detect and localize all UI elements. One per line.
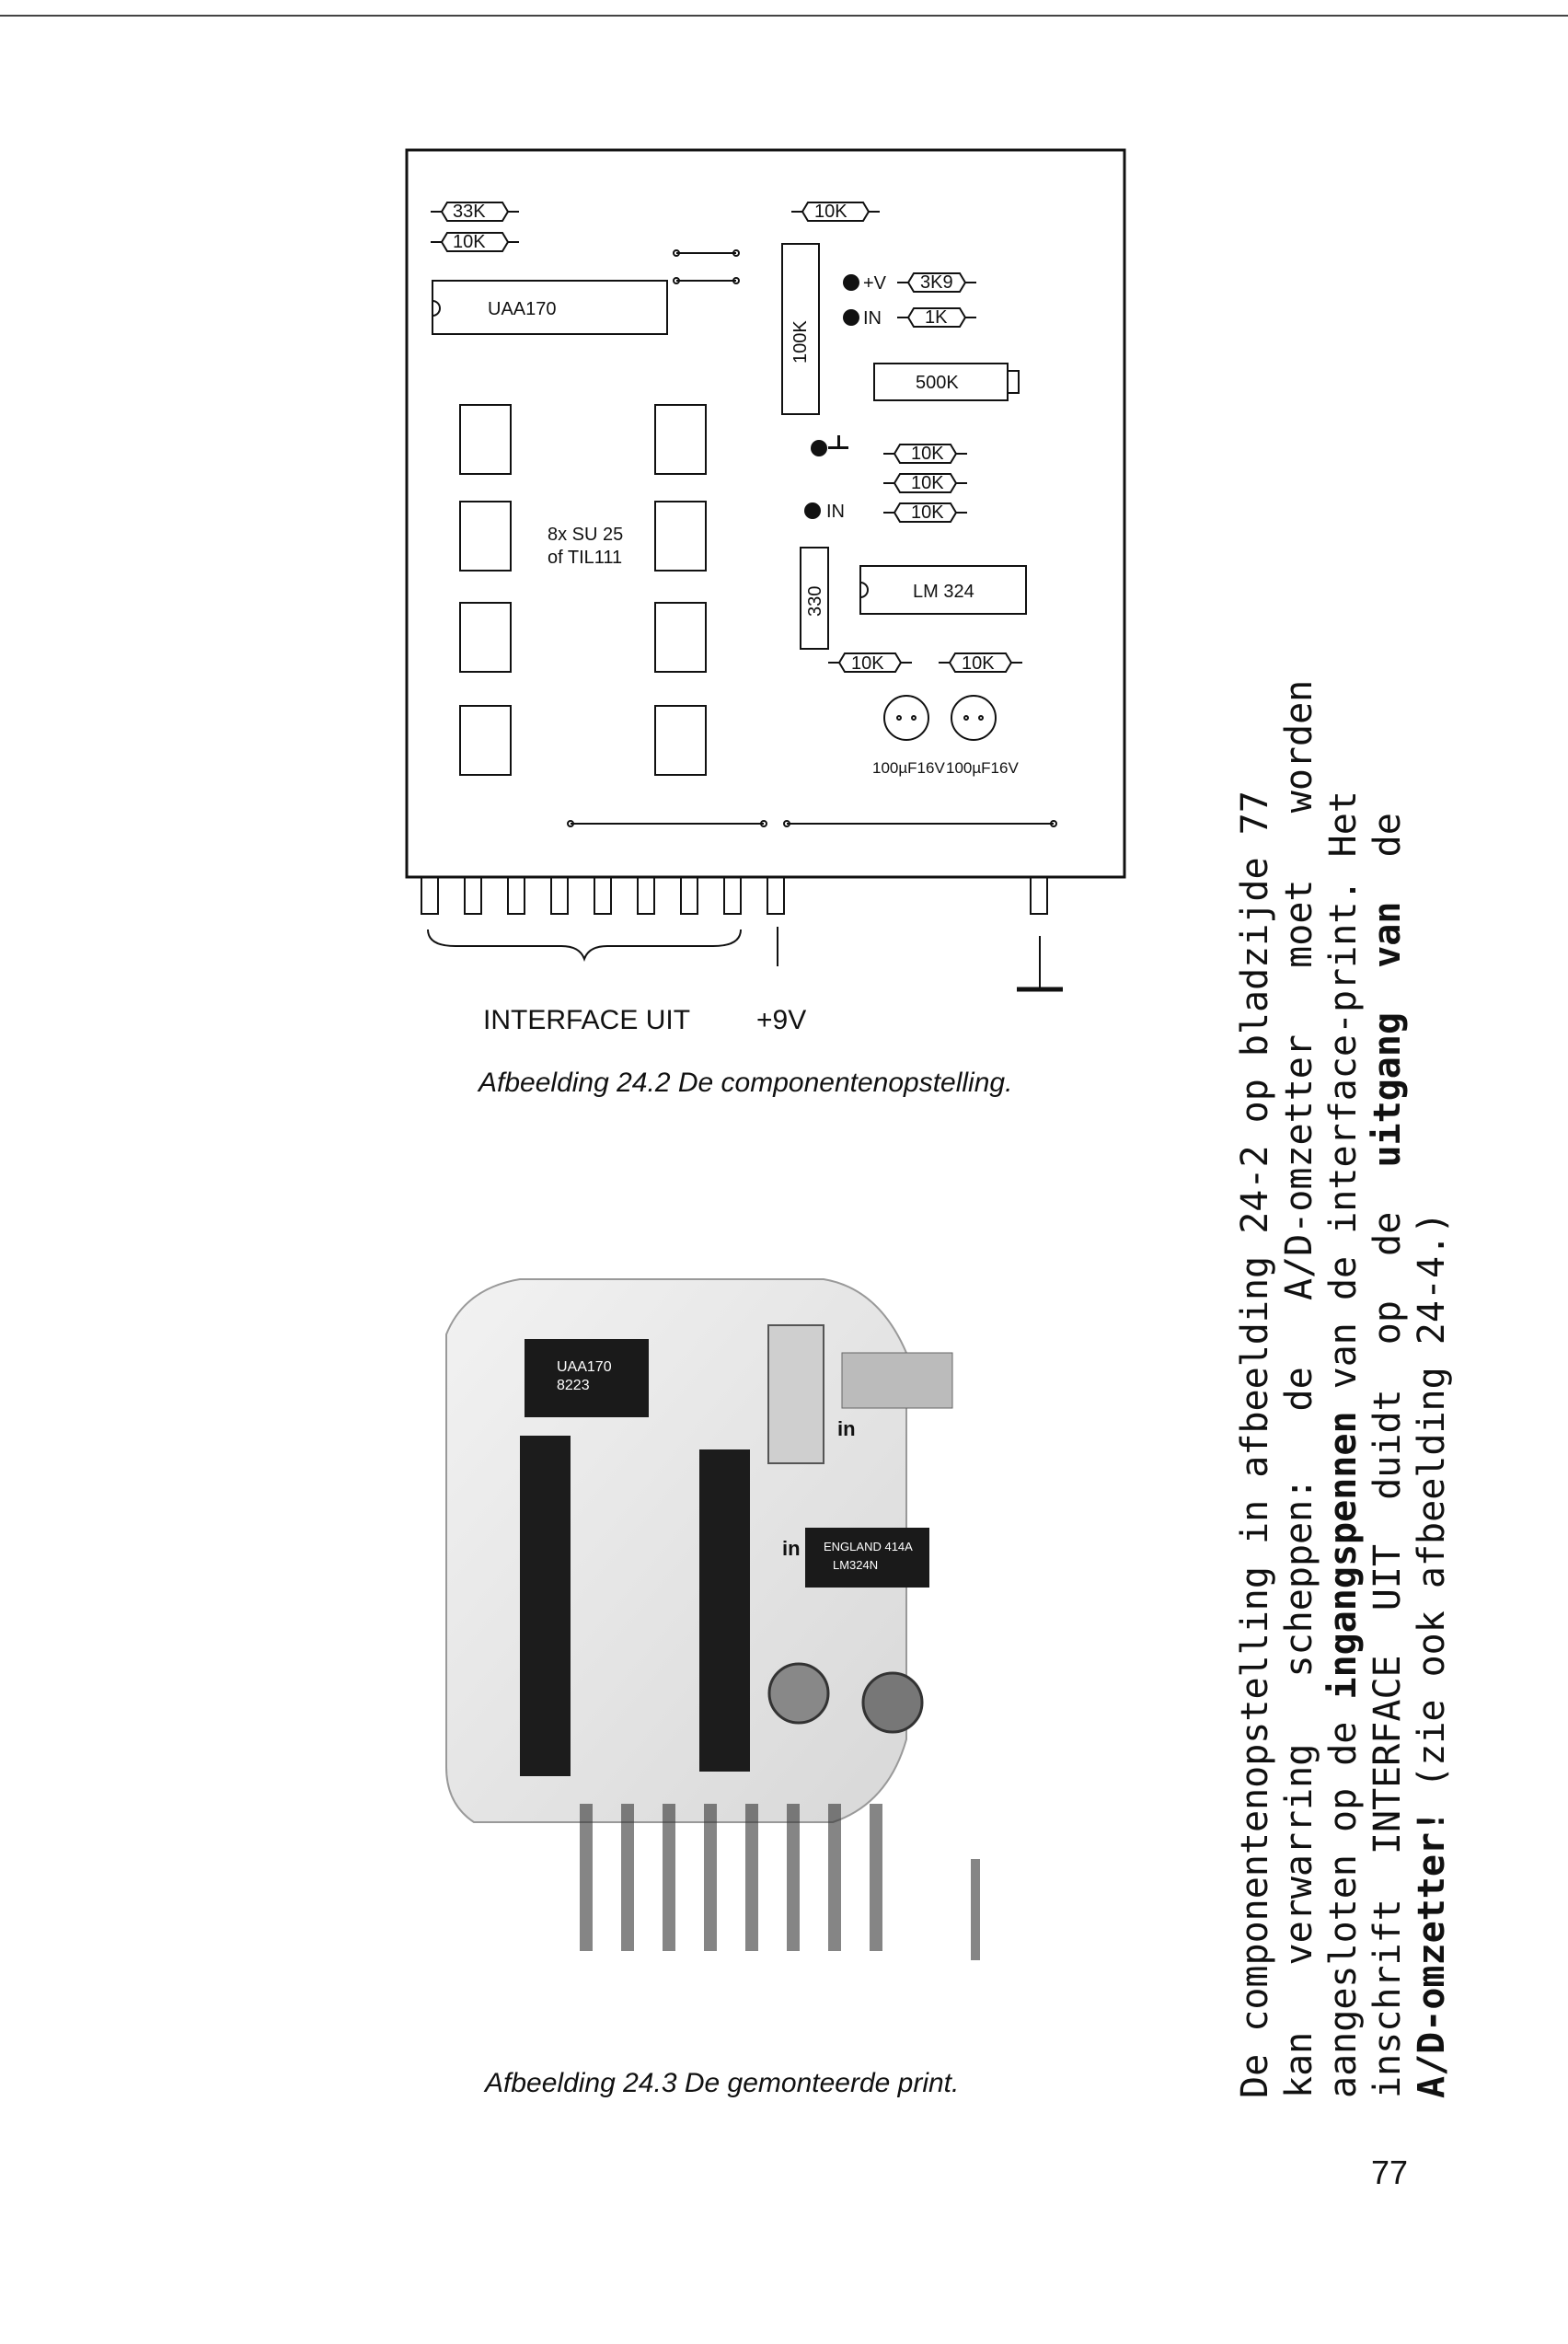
ic-lm324-label: LM 324 [913,582,974,602]
r-1k-label: 1K [925,307,948,328]
pot-100k-label: 100K [790,320,811,364]
opto-label-1: 8x SU 25 [548,525,624,545]
erratum-line-3: aangesloten op de ingangspennen van de interface-print. Het [1322,791,1365,2098]
figure-caption-24-3: Afbeelding 24.3 De gemonteerde print. [485,2068,960,2098]
cap-1-label: 100µF16V [872,759,945,777]
r-10k-label: 10K [453,232,486,252]
r-10k-b-label: 10K [911,473,944,493]
erratum-note [1233,304,1472,2098]
erratum-line-4: inschrift INTERFACE UIT duidt op de uitgang van de [1366,813,1409,2098]
erratum-line-5: A/D-omzetter! (zie ook afbeelding 24-4.) [1411,1211,1453,2098]
in-label-2: IN [826,502,845,522]
photo-ic1-label-b: 8223 [557,1378,590,1393]
in-label: IN [863,308,882,329]
r-10k-top-label: 10K [814,202,847,222]
component-layout-diagram [396,143,1150,1035]
page-number: 77 [1371,2153,1409,2191]
photo-ic2-label: ENGLAND 414A [824,1540,913,1553]
photo-in-label-1: in [837,1417,856,1440]
plus-9v-label: +9V [756,1005,807,1035]
top-rule [0,15,1568,17]
photo-ic2-label-b: LM324N [833,1558,879,1572]
v-plus-label: +V [863,273,887,294]
r-10k-a-label: 10K [911,444,944,464]
ic-uaa170-label: UAA170 [488,299,557,319]
r-10k-c-label: 10K [911,502,944,523]
pot-500k-label: 500K [916,373,959,393]
figure-caption-24-2: Afbeelding 24.2 De componentenopstelling. [478,1068,1013,1098]
r-10k-d-label: 10K [851,653,884,674]
r-330-label: 330 [805,585,825,617]
r-33k-label: 33K [453,202,486,222]
erratum-line-1: De componentenopstelling in afbeelding 24-2 op bladzijde 77 [1234,791,1276,2098]
interface-uit-label: INTERFACE UIT [483,1005,691,1035]
opto-label-2: of TIL111 [548,548,623,568]
photo-in-label-2: in [782,1537,801,1560]
r-10k-e-label: 10K [962,653,995,674]
r-3k9-label: 3K9 [920,272,953,293]
cap-2-label: 100µF16V [946,759,1019,777]
photo-ic1-label: UAA170 [557,1359,612,1375]
erratum-line-2: kan verwarring scheppen: de A/D-omzetter moet worden [1278,679,1320,2098]
assembled-board-photo [419,1252,1017,1969]
